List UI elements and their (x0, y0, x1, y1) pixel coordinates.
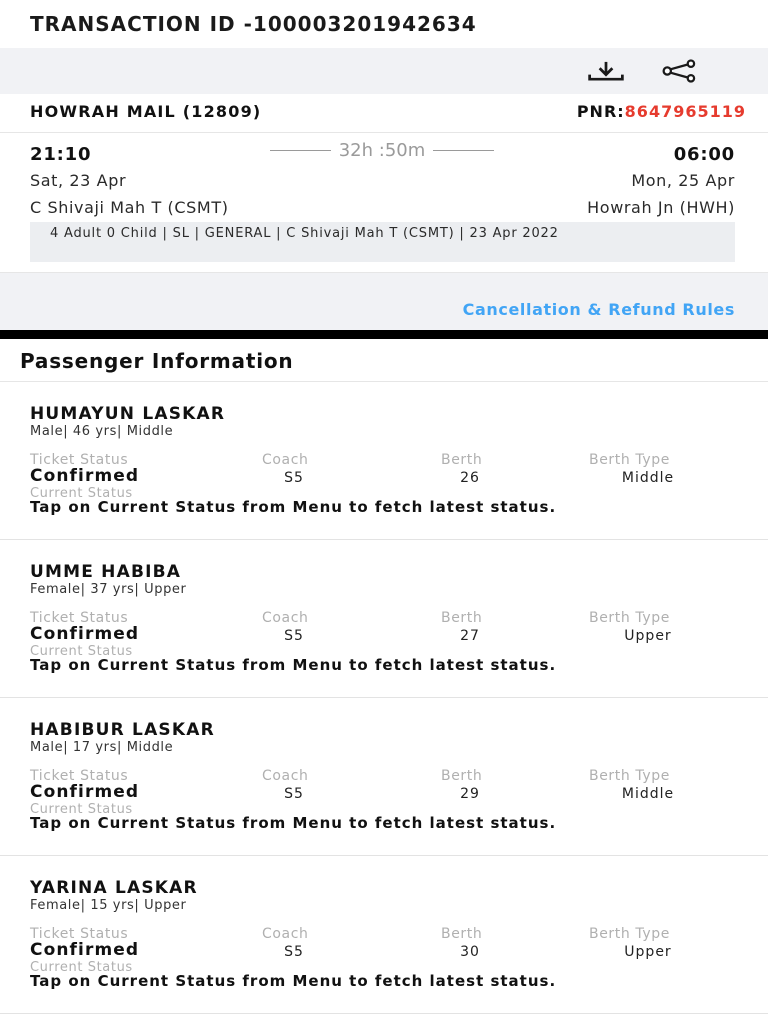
coach-label: Coach (262, 610, 309, 626)
ticket-status-value: Confirmed (30, 940, 140, 960)
berth-type-label: Berth Type (589, 452, 670, 468)
passenger-info: Male| 46 yrs| Middle (30, 424, 174, 439)
cancellation-refund-link[interactable]: Cancellation & Refund Rules (462, 300, 735, 319)
duration-line-right (433, 150, 494, 151)
berth-label: Berth (441, 926, 483, 942)
berth-value: 26 (460, 470, 480, 486)
current-status-label: Current Status (30, 802, 133, 817)
train-row (0, 94, 768, 133)
ticket-status-label: Ticket Status (30, 768, 129, 784)
berth-type-label: Berth Type (589, 768, 670, 784)
duration-line-left (270, 150, 331, 151)
duration-text: 32h :50m (338, 140, 426, 161)
ticket-status-value: Confirmed (30, 466, 140, 486)
passenger-info: Female| 37 yrs| Upper (30, 582, 187, 597)
pnr-value: 8647965119 (624, 102, 746, 121)
arrival-time: 06:00 (673, 144, 735, 165)
current-status-message: Tap on Current Status from Menu to fetch latest status. (30, 498, 557, 516)
passenger-name: YARINA LASKAR (30, 878, 198, 898)
share-icon[interactable] (660, 54, 700, 88)
passenger-list (0, 382, 768, 1014)
berth-value: 27 (460, 628, 480, 644)
current-status-message: Tap on Current Status from Menu to fetch latest status. (30, 814, 557, 832)
passenger-name: HUMAYUN LASKAR (30, 404, 226, 424)
passenger-card (0, 856, 768, 1014)
ticket-status-label: Ticket Status (30, 610, 129, 626)
berth-type-value: Upper (624, 944, 672, 960)
berth-type-value: Middle (621, 470, 675, 486)
current-status-label: Current Status (30, 486, 133, 501)
berth-label: Berth (441, 610, 483, 626)
transaction-header (0, 0, 768, 48)
berth-value: 29 (460, 786, 480, 802)
passenger-name: HABIBUR LASKAR (30, 720, 215, 740)
passenger-card (0, 382, 768, 540)
refund-bar (0, 272, 768, 331)
coach-value: S5 (284, 944, 304, 960)
coach-label: Coach (262, 452, 309, 468)
berth-type-value: Upper (624, 628, 672, 644)
section-title: Passenger Information (20, 349, 294, 373)
berth-type-value: Middle (621, 786, 675, 802)
download-icon[interactable] (586, 54, 626, 88)
berth-label: Berth (441, 768, 483, 784)
ticket-status-label: Ticket Status (30, 926, 129, 942)
departure-time: 21:10 (30, 144, 92, 165)
pnr-label: PNR: (576, 102, 625, 121)
to-station: Howrah Jn (HWH) (587, 198, 735, 217)
current-status-message: Tap on Current Status from Menu to fetch latest status. (30, 656, 557, 674)
current-status-label: Current Status (30, 960, 133, 975)
current-status-message: Tap on Current Status from Menu to fetch latest status. (30, 972, 557, 990)
ticket-status-label: Ticket Status (30, 452, 129, 468)
journey-duration (270, 140, 494, 161)
train-name: HOWRAH MAIL (12809) (30, 102, 262, 121)
passenger-name: UMME HABIBA (30, 562, 182, 582)
section-divider (0, 330, 768, 339)
action-bar (0, 48, 768, 94)
coach-label: Coach (262, 926, 309, 942)
passenger-card (0, 540, 768, 698)
booking-details: 4 Adult 0 Child | SL | GENERAL | C Shivaji Mah T (CSMT) | 23 Apr 2022 (50, 226, 559, 241)
coach-label: Coach (262, 768, 309, 784)
coach-value: S5 (284, 786, 304, 802)
berth-type-label: Berth Type (589, 926, 670, 942)
arrival-date: Mon, 25 Apr (631, 171, 735, 190)
berth-type-label: Berth Type (589, 610, 670, 626)
passenger-card (0, 698, 768, 856)
from-station: C Shivaji Mah T (CSMT) (30, 198, 229, 217)
berth-label: Berth (441, 452, 483, 468)
ticket-status-value: Confirmed (30, 782, 140, 802)
journey-card (0, 94, 768, 272)
pnr (577, 102, 746, 121)
ticket-status-value: Confirmed (30, 624, 140, 644)
coach-value: S5 (284, 628, 304, 644)
berth-value: 30 (460, 944, 480, 960)
booking-details-strip (30, 222, 735, 262)
transaction-id: TRANSACTION ID -100003201942634 (30, 12, 477, 36)
passenger-info: Female| 15 yrs| Upper (30, 898, 187, 913)
coach-value: S5 (284, 470, 304, 486)
passenger-info: Male| 17 yrs| Middle (30, 740, 174, 755)
departure-date: Sat, 23 Apr (30, 171, 127, 190)
passenger-section-header (0, 339, 768, 382)
current-status-label: Current Status (30, 644, 133, 659)
